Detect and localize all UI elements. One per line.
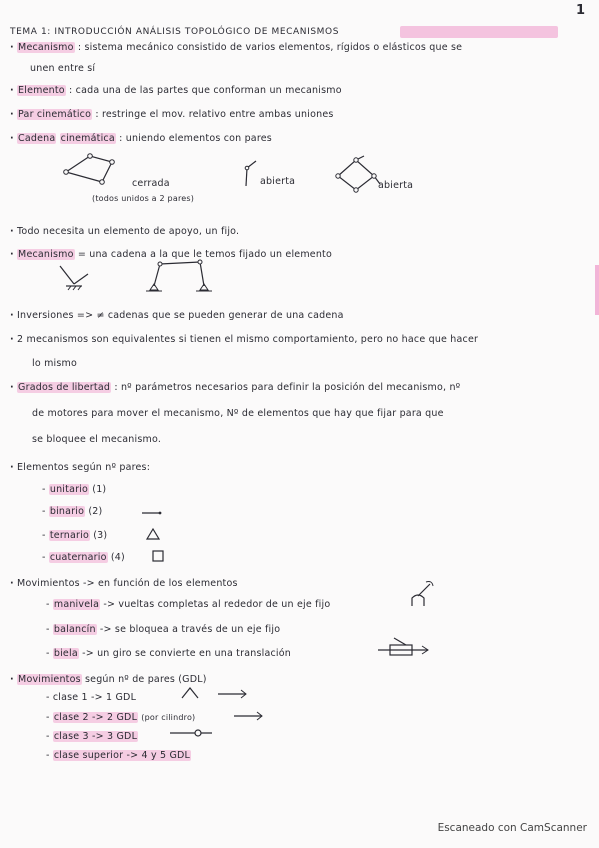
text-clase-1: clase 1 -> 1 GDL [52, 692, 137, 703]
open-chain-double-sketch [334, 154, 382, 196]
text-clase-3: clase 3 -> 3 GDL [53, 731, 138, 742]
item-clase-2: - clase 2 -> 2 GDL (por cilindro) [46, 712, 196, 723]
pairs-ternario: (3) [93, 530, 108, 541]
item-balancin: - balancín -> se bloquea a través de un eje fijo [46, 624, 281, 635]
page-title: TEMA 1: INTRODUCCIÓN ANÁLISIS TOPOLÓGICO DE MECANISMOS [10, 27, 340, 37]
definition-biela: -> un giro se convierte en una translación [82, 648, 291, 659]
line-mecanismo: · Mecanismo : sistema mecánico consistido de varios elementos, rígidos o elásticos que se [10, 42, 463, 53]
margin-highlight [595, 265, 599, 315]
term-par-cinematico: Par cinemático [18, 109, 92, 120]
line-par-cinematico: · Par cinemático : restringe el mov. relativo entre ambas uniones [10, 109, 334, 120]
line-elementos-pares: · Elementos según nº pares: [10, 462, 151, 473]
line-cadena-cinematica: · Cadena cinemática : uniendo elementos con pares [10, 133, 272, 144]
crank-sketch [404, 578, 436, 610]
term-ternario: ternario [49, 530, 89, 541]
definition-cadena: : uniendo elementos con pares [119, 133, 272, 144]
line-inversiones: · Inversiones => ≠ cadenas que se pueden generar de una cadena [10, 310, 344, 321]
title-highlight [400, 26, 558, 38]
item-clase-1: - clase 1 -> 1 GDL [46, 692, 137, 703]
term-cinematica: cinemática [60, 133, 115, 144]
definition-par-cinematico: : restringe el mov. relativo entre ambas uniones [95, 109, 334, 120]
page-number: 1 [575, 3, 585, 18]
fixed-link-sketch [54, 262, 94, 294]
item-clase-superior: - clase superior -> 4 y 5 GDL [46, 750, 191, 761]
pairs-cuaternario: (4) [110, 552, 125, 563]
term-balancin: balancín [53, 624, 96, 635]
class-2-pair-sketch [232, 710, 266, 722]
definition-elemento: : cada una de las partes que conforman un mecanismo [69, 85, 342, 96]
definition-gdl: : nº parámetros necesarios para definir la posición del mecanismo, nº [114, 382, 461, 393]
definition-mecanismo: : sistema mecánico consistido de varios elementos, rígidos o elásticos que se [77, 42, 463, 53]
caption-abierta-2: abierta [378, 180, 414, 191]
item-manivela: - manivela -> vueltas completas al rededor de un eje fijo [46, 599, 331, 610]
binary-link-symbol [140, 508, 164, 518]
heading-elementos-pares: Elementos según nº pares: [17, 462, 151, 473]
caption-abierta-1: abierta [260, 176, 296, 187]
note-clase-2: (por cilindro) [141, 713, 196, 722]
four-bar-mechanism-sketch [140, 258, 220, 296]
term-binario: binario [49, 506, 85, 517]
caption-cerrada: cerrada [132, 178, 170, 189]
term-mecanismo-2: Mecanismo [18, 249, 74, 260]
line-gdl-cont-1: de motores para mover el mecanismo, Nº de elementos que hay que fijar para que [32, 408, 444, 419]
connecting-rod-sketch [376, 636, 432, 662]
open-chain-single-sketch [240, 158, 260, 190]
line-gdl-cont-2: se bloquee el mecanismo. [32, 434, 162, 445]
definition-manivela: -> vueltas completas al rededor de un eje fijo [103, 599, 331, 610]
term-mecanismo: Mecanismo [18, 42, 74, 53]
line-equivalentes-cont: lo mismo [32, 358, 77, 369]
heading-movimientos: Movimientos -> en función de los elementos [17, 578, 238, 589]
definition-balancin: -> se bloquea a través de un eje fijo [99, 624, 281, 635]
definition-mecanismo-2: = una cadena a la que le temos fijado un elemento [77, 249, 332, 260]
term-unitario: unitario [49, 484, 89, 495]
scanner-watermark: Escaneado con CamScanner [437, 822, 587, 834]
term-cadena: Cadena [18, 133, 56, 144]
closed-chain-sketch [58, 150, 128, 190]
term-biela: biela [53, 648, 78, 659]
term-gdl: Grados de libertad [18, 382, 111, 393]
pairs-binario: (2) [88, 506, 103, 517]
item-biela: - biela -> un giro se convierte en una translación [46, 648, 291, 659]
item-unitario: - unitario (1) [42, 484, 107, 495]
item-ternario: - ternario (3) [42, 530, 108, 541]
term-manivela: manivela [53, 599, 100, 610]
term-movimientos: Movimientos [18, 674, 81, 685]
term-inversiones: Inversiones [17, 310, 74, 321]
line-todo-necesita: · Todo necesita un elemento de apoyo, un fijo. [10, 226, 240, 237]
line-elemento: · Elemento : cada una de las partes que conforman un mecanismo [10, 85, 342, 96]
item-cuaternario: - cuaternario (4) [42, 552, 125, 563]
text-clase-2: clase 2 -> 2 GDL [53, 712, 138, 723]
line-movimientos-pares: · Movimientos según nº de pares (GDL) [10, 674, 207, 685]
line-movimientos: · Movimientos -> en función de los elementos [10, 578, 238, 589]
class-3-pair-sketch [168, 726, 216, 740]
item-clase-3: - clase 3 -> 3 GDL [46, 731, 138, 742]
note-todo-necesita: Todo necesita un elemento de apoyo, un fijo. [17, 226, 240, 237]
term-cuaternario: cuaternario [49, 552, 107, 563]
pairs-unitario: (1) [92, 484, 107, 495]
line-mecanismo-cont: unen entre sí [30, 63, 96, 74]
line-mecanismo-2: · Mecanismo = una cadena a la que le temos fijado un elemento [10, 249, 332, 260]
line-equivalentes: · 2 mecanismos son equivalentes si tienen el mismo comportamiento, pero no hace que hacer [10, 334, 479, 345]
quaternary-link-symbol [150, 549, 166, 563]
item-binario: - binario (2) [42, 506, 103, 517]
caption-cerrada-note: (todos unidos a 2 pares) [92, 194, 195, 203]
ternary-link-symbol [144, 527, 162, 541]
term-elemento: Elemento [18, 85, 65, 96]
text-clase-superior: clase superior -> 4 y 5 GDL [53, 750, 191, 761]
definition-inversiones: => ≠ cadenas que se pueden generar de una cadena [76, 310, 344, 321]
class-1-pair-sketch [180, 684, 252, 702]
line-gdl: · Grados de libertad : nº parámetros necesarios para definir la posición del mecanismo, nº [10, 382, 461, 393]
heading-movimientos-pares: según nº de pares (GDL) [85, 674, 207, 685]
note-equivalentes: 2 mecanismos son equivalentes si tienen el mismo comportamiento, pero no hace que hacer [17, 334, 479, 345]
